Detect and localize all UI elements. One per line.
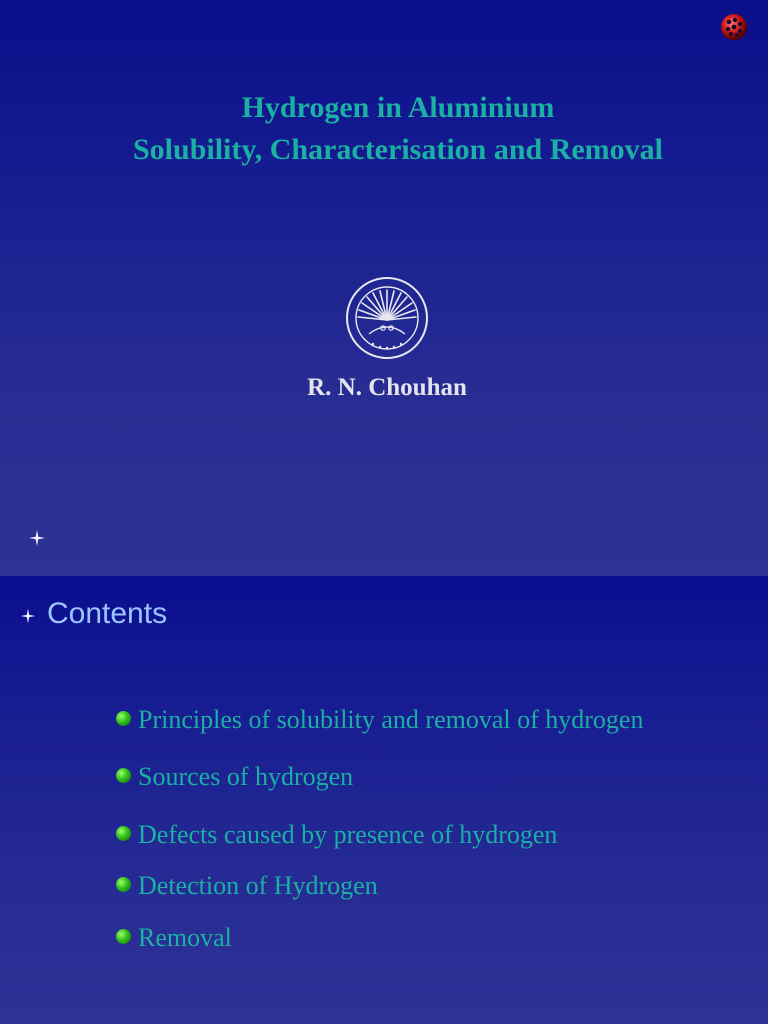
institute-emblem-icon	[345, 276, 429, 360]
green-ball-bullet-icon	[116, 826, 131, 841]
green-ball-bullet-icon	[116, 877, 131, 892]
sparkle-star-icon	[19, 607, 37, 625]
slide-title-line-2: Solubility, Characterisation and Removal	[132, 133, 664, 166]
list-item	[116, 760, 353, 794]
contents-heading: Contents	[47, 597, 168, 630]
list-item	[116, 703, 643, 737]
contents-slide	[0, 576, 768, 1024]
red-ball-icon	[720, 13, 748, 41]
sparkle-star-icon	[27, 528, 47, 548]
list-item-label: Principles of solubility and removal of hydrogen	[138, 705, 644, 734]
green-ball-bullet-icon	[116, 711, 131, 726]
list-item	[116, 921, 232, 955]
list-item-label: Detection of Hydrogen	[138, 871, 378, 900]
green-ball-bullet-icon	[116, 929, 131, 944]
list-item-label: Sources of hydrogen	[138, 762, 354, 791]
slide-title-line-1: Hydrogen in Aluminium	[241, 91, 555, 124]
list-item-label: Defects caused by presence of hydrogen	[138, 820, 558, 849]
author-name: R. N. Chouhan	[307, 374, 467, 401]
list-item	[116, 869, 378, 903]
list-item-label: Removal	[138, 923, 232, 952]
list-item	[116, 818, 557, 852]
green-ball-bullet-icon	[116, 768, 131, 783]
